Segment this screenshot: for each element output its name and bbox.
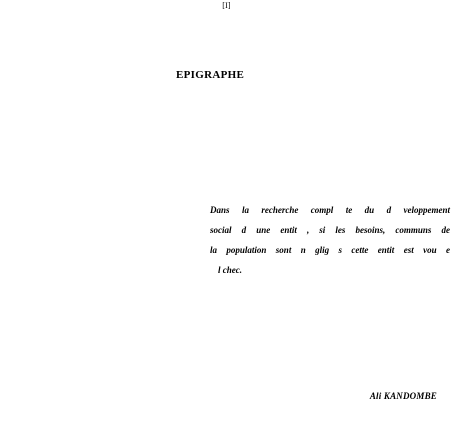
page-title: EPIGRAPHE	[176, 69, 245, 81]
quote-line: Dans la recherche compl te du d veloppement	[210, 205, 450, 215]
quote-line: l chec.	[218, 265, 242, 275]
quote-line: social d une entit , si les besoins, communs de	[210, 225, 450, 235]
quote-line: la population sont n glig s cette entit est vou e	[210, 245, 450, 255]
epigraph-quote	[210, 200, 450, 280]
page-number	[0, 1, 453, 11]
quote-author: Ali KANDOMBE	[369, 391, 437, 401]
page-number-text: [I]	[222, 1, 231, 10]
